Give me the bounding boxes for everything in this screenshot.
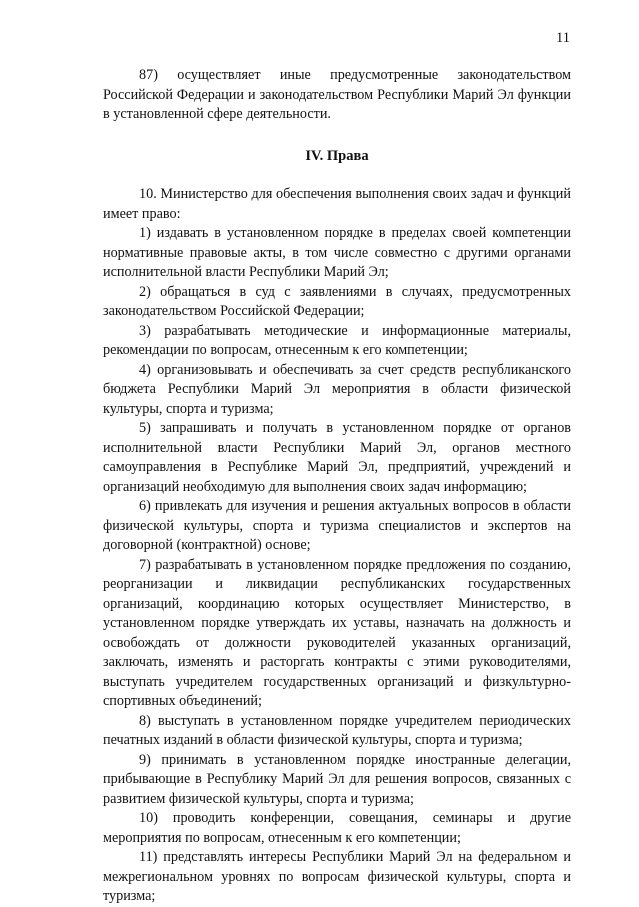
rights-item-5: 5) запрашивать и получать в установленном порядке от органов исполнительной власти Республики Марий Эл, органов местного самоуправления в Республике Марий Эл, предприятий, учреждений и организаций необходимую для выполнения своих задач информацию;	[103, 420, 571, 495]
rights-item-9: 9) принимать в установленном порядке иностранные делегации, прибывающие в Республику Марий Эл для решения вопросов, связанных с развитием физической культуры, спорта и туризма;	[103, 751, 571, 807]
paragraph-item-87: 87) осуществляет иные предусмотренные законодательством Российской Федерации и законодательством Республики Марий Эл функции в установленной сфере деятельности.	[103, 67, 571, 122]
rights-item-6: 6) привлекать для изучения и решения актуальных вопросов в области физической культуры, спорта и туризма специалистов и экспертов на договорной (контрактной) основе;	[103, 498, 571, 553]
rights-item-8: 8) выступать в установленном порядке учредителем периодических печатных изданий в области физической культуры, спорта и туризма;	[103, 712, 571, 748]
rights-item-7: 7) разрабатывать в установленном порядке предложения по созданию, реорганизации и ликвидации республиканских государственных организаций, координацию которых осуществляет Министерство, в установленном порядке утверждать их уставы, назначать на должность и освобождать от должности руководителей указанных организаций, заключать, изменять и расторгать контракты с этими руководителями, выступать учредителем государственных организаций и физкультурно-спортивных объединений;	[103, 556, 571, 709]
rights-item-2: 2) обращаться в суд с заявлениями в случаях, предусмотренных законодательством Российской Федерации;	[103, 283, 571, 319]
rights-item-3: 3) разрабатывать методические и информационные материалы, рекомендации по вопросам, отнесенным к его компетенции;	[103, 322, 571, 358]
rights-item-11: 11) представлять интересы Республики Марий Эл на федеральном и межрегиональном уровнях по вопросам физической культуры, спорта и туризма;	[103, 849, 571, 904]
rights-item-1: 1) издавать в установленном порядке в пределах своей компетенции нормативные правовые акты, в том числе совместно с другими органами исполнительной власти Республики Марий Эл;	[103, 225, 571, 280]
rights-item-10: 10) проводить конференции, совещания, семинары и другие мероприятия по вопросам, отнесенным к его компетенции;	[103, 810, 571, 846]
document-body	[103, 66, 571, 907]
section-intro: 10. Министерство для обеспечения выполнения своих задач и функций имеет право:	[103, 186, 571, 222]
page-number: 11	[556, 30, 570, 46]
section-heading: IV. Права	[305, 147, 369, 164]
rights-item-4: 4) организовывать и обеспечивать за счет средств республиканского бюджета Республики Марий Эл мероприятия в области физической культуры, спорта и туризма;	[103, 361, 571, 417]
